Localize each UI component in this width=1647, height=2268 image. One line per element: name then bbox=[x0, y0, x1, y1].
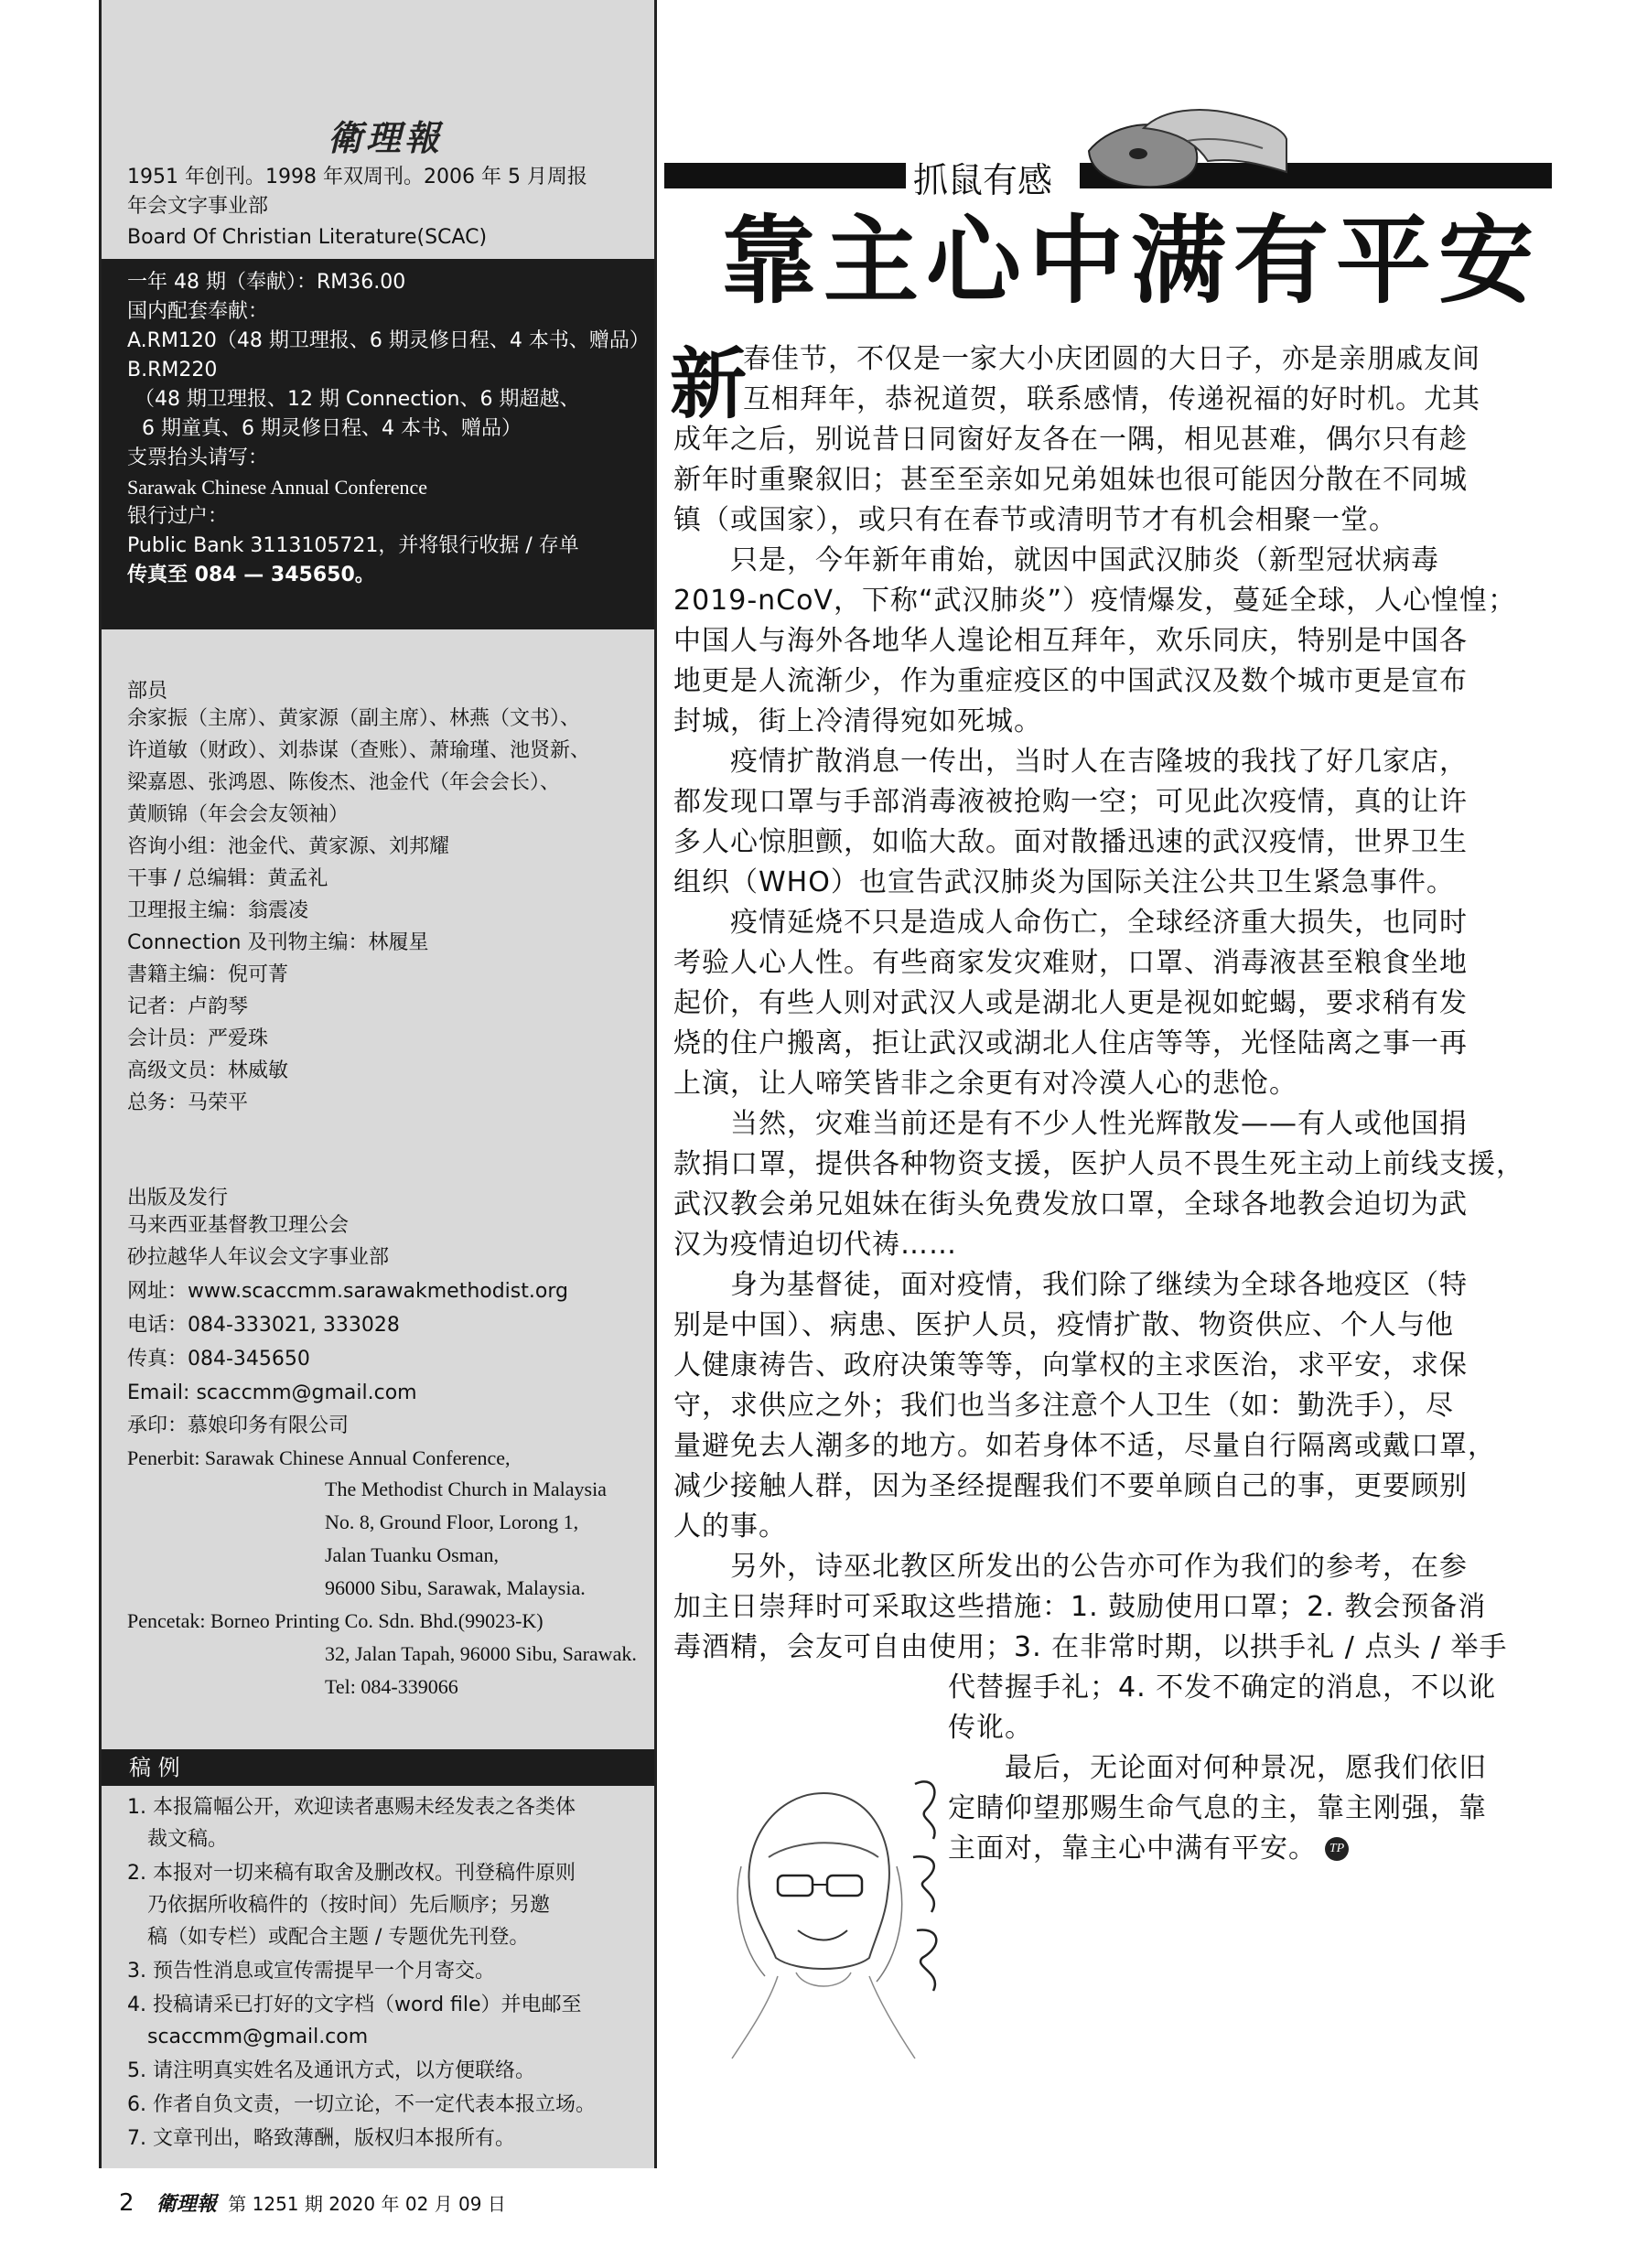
article-line: 守，求供应之外；我们也当多注意个人卫生（如：勤洗手），尽 bbox=[673, 1390, 1454, 1422]
article-line: 都发现口罩与手部消毒液被抢购一空；可见此次疫情，真的让许 bbox=[673, 786, 1468, 818]
guideline-item: 裁文稿。 bbox=[147, 1828, 229, 1851]
end-mark-icon: TP bbox=[1325, 1837, 1349, 1861]
phone: 电话：084-333021, 333028 bbox=[127, 1314, 400, 1337]
article-line: 人健康祷告、政府决策等等，向掌权的主求医治，求平安，求保 bbox=[673, 1349, 1468, 1381]
penerbit-address: The Methodist Church in Malaysia bbox=[325, 1478, 607, 1500]
staff-header: 部员 bbox=[127, 680, 168, 703]
pencetak-address: Tel: 084-339066 bbox=[325, 1675, 458, 1698]
article-line: 疫情扩散消息一传出，当时人在吉隆坡的我找了好几家店， bbox=[730, 746, 1468, 778]
guideline-item: 1. 本报篇幅公开，欢迎读者惠赐未经发表之各类体 bbox=[127, 1796, 576, 1819]
article-line: 定睛仰望那赐生命气息的主，靠主刚强，靠 bbox=[948, 1792, 1487, 1824]
article-line: 考验人心人性。有些商家发灾难财，口罩、消毒液甚至粮食坐地 bbox=[673, 947, 1468, 979]
subscription-line: 支票抬头请写： bbox=[127, 446, 269, 469]
article-line: 另外，诗巫北教区所发出的公告亦可作为我们的参考，在参 bbox=[730, 1551, 1468, 1583]
publisher-line: 砂拉越华人年议会文字事业部 bbox=[127, 1246, 390, 1269]
guideline-item: 3. 预告性消息或宣传需提早一个月寄交。 bbox=[127, 1960, 495, 1983]
article-line: 多人心惊胆颤，如临大敌。面对散播迅速的武汉疫情，世界卫生 bbox=[673, 826, 1468, 858]
author-portrait bbox=[714, 1757, 933, 2068]
article-line: 成年之后，别说昔日同窗好友各在一隅，相见甚难，偶尔只有趁 bbox=[673, 424, 1468, 456]
masthead-logo: 衛理報 bbox=[327, 117, 443, 158]
penerbit-address: No. 8, Ground Floor, Lorong 1, bbox=[325, 1510, 579, 1533]
page-number: 2 bbox=[119, 2189, 135, 2217]
article-line: 2019-nCoV，下称“武汉肺炎”）疫情爆发，蔓延全球，人心惶惶； bbox=[673, 585, 1517, 617]
article-line: 疫情延烧不只是造成人命伤亡，全球经济重大损失，也同时 bbox=[730, 907, 1468, 939]
publisher-dept-en: Board Of Christian Literature(SCAC) bbox=[127, 226, 488, 249]
article-line: 新年时重聚叙旧；甚至至亲如兄弟姐妹也很可能因分散在不同城 bbox=[673, 464, 1468, 496]
article-line: 当然，灾难当前还是有不少人性光辉散发——有人或他国捐 bbox=[730, 1108, 1468, 1140]
article-line: 武汉教会弟兄姐妹在街头免费发放口罩，全球各地教会迫切为武 bbox=[673, 1188, 1468, 1220]
article-line: 传讹。 bbox=[948, 1712, 1033, 1744]
article-line: 主面对，靠主心中满有平安。 bbox=[948, 1833, 1317, 1865]
article-line: 地更是人流渐少，作为重症疫区的中国武汉及数个城市更是宣布 bbox=[673, 665, 1468, 697]
article-headline: 靠主心中满有平安 bbox=[721, 205, 1542, 317]
article-line: 别是中国）、病患、医护人员，疫情扩散、物资供应、个人与他 bbox=[673, 1309, 1454, 1341]
founding-info: 1951 年创刊。1998 年双周刊。2006 年 5 月周报 bbox=[127, 166, 587, 188]
article-line: 镇（或国家），或只有在春节或清明节才有机会相聚一堂。 bbox=[673, 504, 1397, 536]
article-line: 代替握手礼；4. 不发不确定的消息，不以讹 bbox=[948, 1671, 1497, 1704]
subscription-block bbox=[102, 259, 654, 629]
subscription-line: 银行过户： bbox=[127, 505, 229, 528]
staff-line: 卫理报主编：翁震凌 bbox=[127, 899, 309, 922]
article-line: 减少接触人群，因为圣经提醒我们不要单顾自己的事，更要顾别 bbox=[673, 1470, 1468, 1502]
guideline-item: 5. 请注明真实姓名及通讯方式，以方便联络。 bbox=[127, 2059, 535, 2082]
penerbit-address: 96000 Sibu, Sarawak, Malaysia. bbox=[325, 1576, 586, 1599]
article-line: 封城，街上冷清得宛如死城。 bbox=[673, 705, 1042, 737]
article-line: 毒酒精，会友可自由使用；3. 在非常时期，以拱手礼 / 点头 / 举手 bbox=[673, 1631, 1508, 1663]
printer: 承印：慕娘印务有限公司 bbox=[127, 1414, 350, 1437]
article-line: 起价，有些人则对武汉人或是湖北人更是视如蛇蝎，要求稍有发 bbox=[673, 987, 1468, 1019]
subscription-line: A.RM120（48 期卫理报、6 期灵修日程、4 本书、赠品） bbox=[127, 329, 650, 352]
staff-line: 干事 / 总编辑：黄孟礼 bbox=[127, 867, 328, 890]
publisher-dept: 年会文字事业部 bbox=[127, 195, 269, 218]
guideline-item: 4. 投稿请采已打好的文字档（word file）并电邮至 bbox=[127, 1994, 582, 2016]
article-line: 最后，无论面对何种景况，愿我们依旧 bbox=[1005, 1752, 1487, 1784]
column-label: 抓鼠有感 bbox=[913, 160, 1053, 200]
subscription-line: 一年 48 期（奉献）：RM36.00 bbox=[127, 271, 406, 294]
guideline-item: 2. 本报对一切来稿有取舍及删改权。刊登稿件原则 bbox=[127, 1862, 576, 1885]
staff-line: 咨询小组：池金代、黄家源、刘邦耀 bbox=[127, 835, 450, 858]
article-line: 组织（WHO）也宣告武汉肺炎为国际关注公共卫生紧急事件。 bbox=[673, 866, 1455, 898]
staff-line: 書籍主编：倪可菁 bbox=[127, 963, 289, 986]
website: 网址：www.scaccmm.sarawakmethodist.org bbox=[127, 1280, 568, 1303]
article-line: 汉为疫情迫切代祷…… bbox=[673, 1229, 957, 1261]
subscription-line: Public Bank 3113105721，并将银行收据 / 存单 bbox=[127, 534, 579, 557]
subscription-line: 传真至 084 — 345650。 bbox=[127, 564, 375, 586]
guideline-item: 7. 文章刊出，略致薄酬，版权归本报所有。 bbox=[127, 2127, 515, 2150]
issue-info: 第 1251 期 2020 年 02 月 09 日 bbox=[228, 2193, 506, 2215]
staff-line: 梁嘉恩、张鸿恩、陈俊杰、池金代（年会会长）、 bbox=[127, 771, 561, 794]
article-line: 互相拜年，恭祝道贺，联系感情，传递祝福的好时机。尤其 bbox=[743, 383, 1480, 415]
subscription-line: （48 期卫理报、12 期 Connection、6 期超越、 bbox=[135, 388, 580, 411]
penerbit: Penerbit: Sarawak Chinese Annual Conference, bbox=[127, 1446, 511, 1469]
pencetak: Pencetak: Borneo Printing Co. Sdn. Bhd.(99023-K) bbox=[127, 1609, 544, 1632]
staff-line: 余家振（主席）、黄家源（副主席）、林燕（文书）、 bbox=[127, 707, 581, 730]
subscription-line: B.RM220 bbox=[127, 359, 218, 382]
email: Email: scaccmm@gmail.com bbox=[127, 1381, 417, 1404]
guideline-item: 6. 作者自负文责，一切立论，不一定代表本报立场。 bbox=[127, 2093, 596, 2116]
article-line: 中国人与海外各地华人遑论相互拜年，欢乐同庆，特别是中国各 bbox=[673, 625, 1468, 657]
article-line: 身为基督徒，面对疫情，我们除了继续为全球各地疫区（特 bbox=[730, 1269, 1468, 1301]
guidelines-header: 稿 例 bbox=[102, 1749, 654, 1786]
staff-line: 记者：卢韵琴 bbox=[127, 995, 249, 1018]
page-footer bbox=[119, 2188, 506, 2217]
article-line: 上演，让人啼笑皆非之余更有对冷漠人心的悲怆。 bbox=[673, 1068, 1297, 1100]
staff-line: 黄顺锦（年会会友领袖） bbox=[127, 803, 350, 826]
article-line: 款捐口罩，提供各种物资支援，医护人员不畏生死主动上前线支援， bbox=[673, 1148, 1524, 1180]
staff-line: 高级文员：林威敏 bbox=[127, 1059, 289, 1082]
footer-logo: 衛理報 bbox=[156, 2192, 217, 2216]
subscription-line: 6 期童真、6 期灵修日程、4 本书、赠品） bbox=[142, 417, 522, 440]
guideline-item: scaccmm@gmail.com bbox=[147, 2026, 369, 2048]
fax: 传真：084-345650 bbox=[127, 1348, 310, 1370]
subscription-line: Sarawak Chinese Annual Conference bbox=[127, 476, 428, 499]
staff-line: Connection 及刊物主编：林履星 bbox=[127, 931, 429, 954]
pencetak-address: 32, Jalan Tapah, 96000 Sibu, Sarawak. bbox=[325, 1642, 637, 1665]
staff-line: 会计员：严爱珠 bbox=[127, 1027, 269, 1050]
mouse-hand-icon bbox=[1080, 101, 1290, 210]
article-line: 量避免去人潮多的地方。如若身体不适，尽量自行隔离或戴口罩， bbox=[673, 1430, 1496, 1462]
article-line: 加主日崇拜时可采取这些措施：1. 鼓励使用口罩；2. 教会预备消 bbox=[673, 1591, 1487, 1623]
subscription-line: 国内配套奉献： bbox=[127, 300, 269, 323]
signature-icon bbox=[906, 1766, 952, 2004]
article-line: 只是，今年新年甫始，就因中国武汉肺炎（新型冠状病毒 bbox=[730, 544, 1439, 576]
article-line: 人的事。 bbox=[673, 1510, 787, 1542]
penerbit-address: Jalan Tuanku Osman, bbox=[325, 1543, 500, 1566]
drop-cap: 新 bbox=[670, 339, 748, 429]
guideline-item: 乃依据所收稿件的（按时间）先后顺序；另邀 bbox=[147, 1894, 551, 1917]
staff-line: 许道敏（财政）、刘恭谋（查账）、萧瑜瑾、池贤新、 bbox=[127, 739, 591, 762]
masthead-sidebar bbox=[99, 0, 657, 2168]
publisher-line: 马来西亚基督教卫理公会 bbox=[127, 1214, 350, 1237]
article-line: 春佳节，不仅是一家大小庆团圆的大日子，亦是亲朋戚友间 bbox=[743, 343, 1480, 375]
staff-line: 总务：马荣平 bbox=[127, 1091, 249, 1114]
guideline-item: 稿（如专栏）或配合主题 / 专题优先刊登。 bbox=[147, 1926, 530, 1949]
publisher-header: 出版及发行 bbox=[127, 1187, 229, 1209]
article-line: 烧的住户搬离，拒让武汉或湖北人住店等等，光怪陆离之事一再 bbox=[673, 1027, 1468, 1059]
